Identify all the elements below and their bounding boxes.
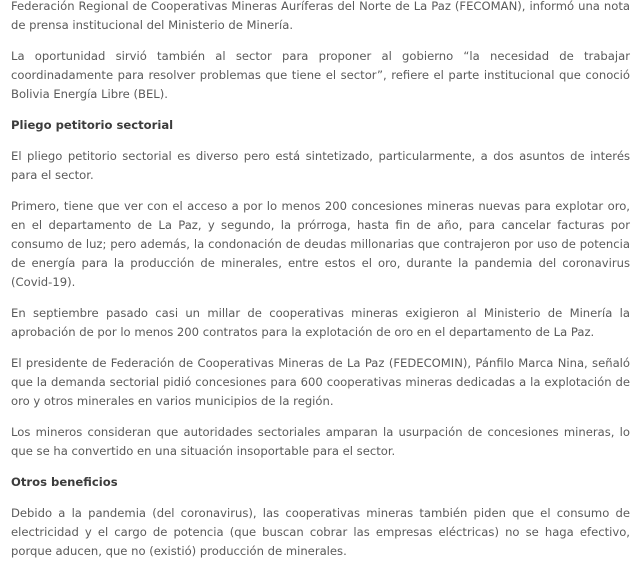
paragraph-usurpation: Los mineros consideran que autoridades sectoriales amparan la usurpación de concesiones mineras, lo que se ha convertido en una situación insoportable para el sector. xyxy=(11,425,630,458)
paragraph-september: En septiembre pasado casi un millar de cooperativas mineras exigieron al Ministerio de Minería la aprobación de por lo menos 200 contratos para la explotación de oro en el departamento de La Paz. xyxy=(11,306,630,339)
paragraph-fedecomin: El presidente de Federación de Cooperativas Mineras de La Paz (FEDECOMIN), Pánfilo Marca Nina, señaló que la demanda sectorial pidió concesiones para 600 cooperativas mineras dedicadas a la explotación de oro y otros minerales en varios municipios de la región. xyxy=(11,356,630,408)
section-heading-otros-beneficios: Otros beneficios xyxy=(11,475,118,489)
paragraph-fecoman-note: Federación Regional de Cooperativas Mineras Auríferas del Norte de La Paz (FECOMAN), informó una nota de prensa institucional del Ministerio de Minería. xyxy=(11,0,630,32)
paragraph-demands: Primero, tiene que ver con el acceso a por lo menos 200 concesiones mineras nuevas para explotar oro, en el departamento de La Paz, y segundo, la prórroga, hasta fin de año, para cancelar facturas por consumo de luz; pero además, la condonación de deudas millonarias que contrajeron por uso de potencia de energía para la producción de minerales, entre estos el oro, durante la pandemia del coronavirus (Covid-19). xyxy=(11,199,630,289)
section-heading-pliego-petitorio: Pliego petitorio sectorial xyxy=(11,118,174,132)
article-body xyxy=(11,0,630,573)
paragraph-pliego-summary: El pliego petitorio sectorial es diverso pero está sintetizado, particularmente, a dos asuntos de interés para el sector. xyxy=(11,149,630,182)
paragraph-electricity: Debido a la pandemia (del coronavirus), las cooperativas mineras también piden que el consumo de electricidad y el cargo de potencia (que buscan cobrar las empresas eléctricas) no se haga efectivo, porque aducen, que no (existió) producción de minerales. xyxy=(11,506,630,558)
paragraph-proposal: La oportunidad sirvió también al sector para proponer al gobierno “la necesidad de trabajar coordinadamente para resolver problemas que tiene el sector”, refiere el parte institucional que conoció Bolivia Energía Libre (BEL). xyxy=(11,49,630,101)
